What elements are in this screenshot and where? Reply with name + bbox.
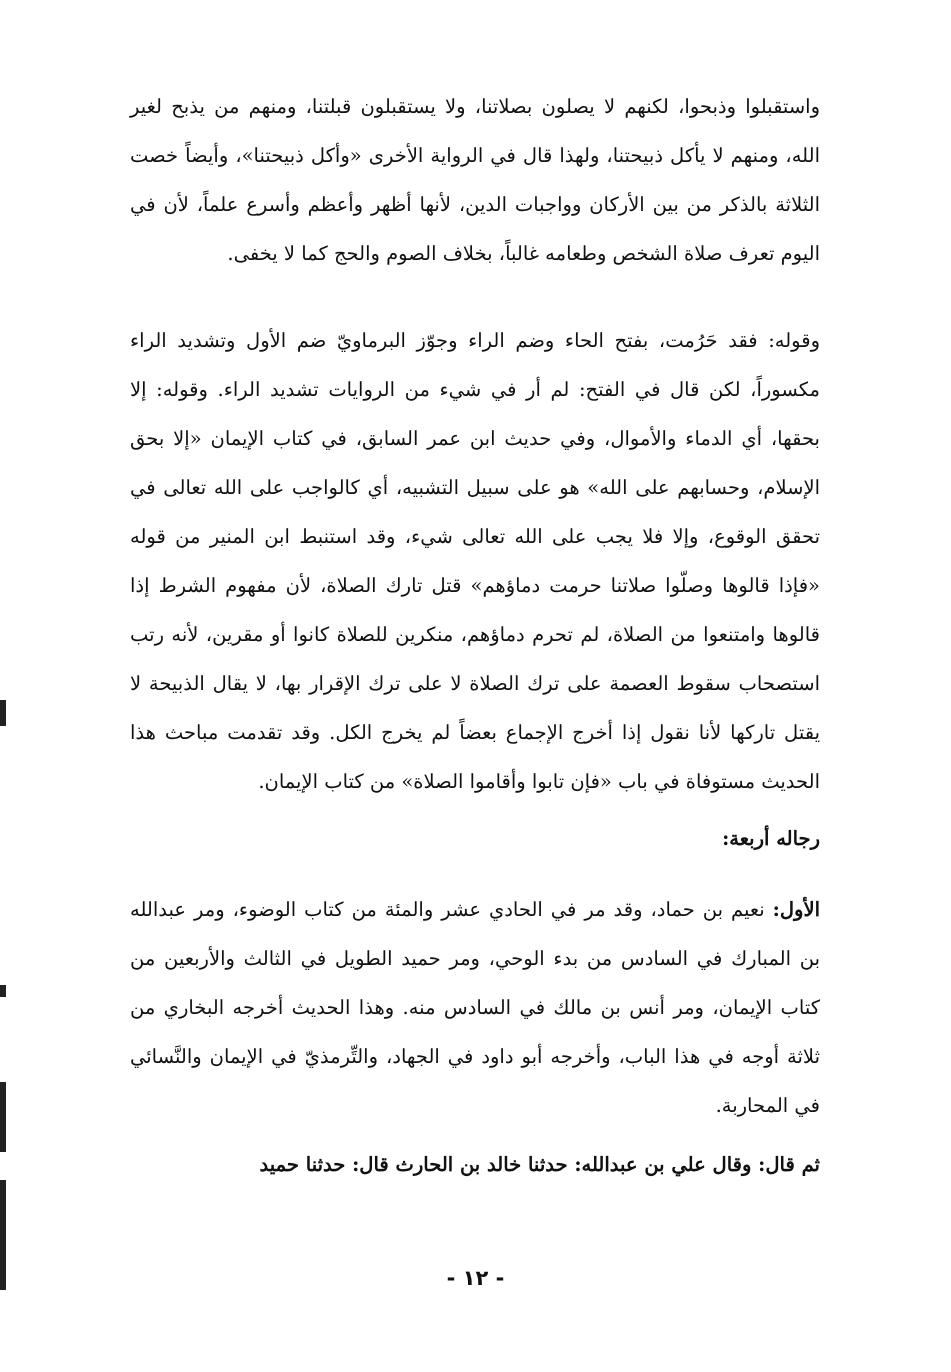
paragraph-3 — [130, 885, 820, 1130]
paragraph-3-body: نعيم بن حماد، وقد مر في الحادي عشر والمئة من كتاب الوضوء، ومر عبدالله بن المبارك في السادس من بدء الوحي، ومر حميد الطويل في الثالث والأربعين من كتاب الإيمان، ومر أنس بن مالك في السادس منه. وهذا الحديث أخرجه البخاري من ثلاثة أوجه في هذا الباب، وأخرجه أبو داود في الجهاد، والتِّرمذيّ في الإيمان والنَّسائي في المحاربة. — [130, 898, 820, 1117]
section-heading: رجاله أربعة: — [722, 827, 820, 850]
page-number: - ١٢ - — [446, 1266, 505, 1290]
paragraph-1: واستقبلوا وذبحوا، لكنهم لا يصلون بصلاتنا، ولا يستقبلون قبلتنا، ومنهم من يذبح لغير الله، ومنهم لا يأكل ذبيحتنا، ولهذا قال في الرواية الأخرى «وأكل ذبيحتنا»، وأيضاً خصت الثلاثة بالذكر من بين الأركان وواجبات الدين، لأنها أظهر وأعظم وأسرع علماً، لأن في اليوم تعرف صلاة الشخص وطعامه غالباً، بخلاف الصوم والحج كما لا يخفى. — [130, 95, 820, 265]
paragraph-2: وقوله: فقد حَرُمت، بفتح الحاء وضم الراء وجوّز البرماويّ ضم الأول وتشديد الراء مكسوراً، لكن قال في الفتح: لم أر في شيء من الروايات تشديد الراء. وقوله: إلا بحقها، أي الدماء والأموال، وفي حديث ابن عمر السابق، في كتاب الإيمان «إلا بحق الإسلام، وحسابهم على الله» هو على سبيل التشبيه، أي كالواجب على الله تعالى في تحقق الوقوع، وإلا فلا يجب على الله تعالى شيء، وقد استنبط ابن المنير من قوله «فإذا قالوها وصلّوا صلاتنا حرمت دماؤهم» قتل تارك الصلاة، لأن مفهوم الشرط إذا قالوها وامتنعوا من الصلاة، لم تحرم دماؤهم، منكرين للصلاة كانوا أو مقرين، لأنه رتب استصحاب سقوط العصمة على ترك الصلاة لا على ترك الإقرار بها، لا يقال الذبيحة لا يقتل تاركها لأنا نقول إذا أخرج الإجماع بعضاً لم يخرج الكل. وقد تقدمت مباحث هذا الحديث مستوفاة في باب «فإن تابوا وأقاموا الصلاة» من كتاب الإيمان. — [130, 329, 820, 793]
scan-edge-mark — [0, 1082, 6, 1152]
scan-edge-mark — [0, 700, 6, 726]
scan-edge-mark — [0, 1180, 6, 1290]
paragraph-3-lead: الأول: — [772, 898, 820, 921]
page-body — [130, 82, 820, 1189]
scan-edge-mark — [0, 985, 6, 997]
paragraph-4: ثم قال: وقال علي بن عبدالله: حدثنا خالد بن الحارث قال: حدثنا حميد — [259, 1153, 820, 1176]
